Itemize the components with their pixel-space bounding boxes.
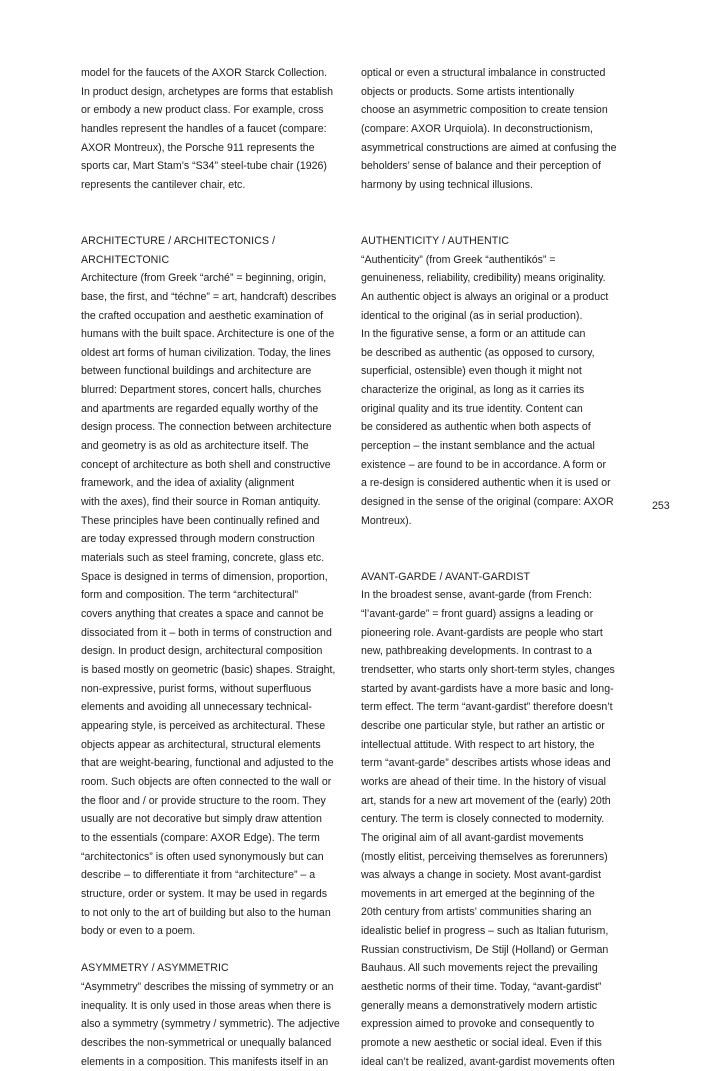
text-line: the crafted occupation and aesthetic examination of bbox=[81, 309, 324, 322]
left-column bbox=[81, 64, 353, 1071]
text-line: non-expressive, purist forms, without superfluous bbox=[81, 682, 312, 695]
text-line: describes the non-symmetrical or unequally balanced bbox=[81, 1037, 332, 1050]
text-line: blurred: Department stores, concert halls, churches bbox=[81, 384, 322, 397]
text-line: Montreux). bbox=[361, 514, 412, 527]
text-line: characterize the original, as long as it carries its bbox=[361, 384, 585, 397]
architecture-body bbox=[81, 269, 353, 941]
text-line: designed in the sense of the original (compare: AXOR bbox=[361, 496, 614, 509]
text-line: 20th century from artists’ communities sharing an bbox=[361, 906, 592, 919]
text-line: movements in art emerged at the beginning of the bbox=[361, 887, 595, 900]
text-line: “Asymmetry” describes the missing of symmetry or an bbox=[81, 981, 334, 994]
text-line: humans with the built space. Architecture is one of the bbox=[81, 328, 335, 341]
text-line: started by avant-gardists have a more basic and long- bbox=[361, 682, 614, 695]
avant-garde-body bbox=[361, 586, 633, 1071]
text-line: was always a change in society. Most avant-gardist bbox=[361, 869, 602, 882]
text-line: promote a new aesthetic or social ideal. Even if this bbox=[361, 1037, 602, 1050]
text-line: harmony by using technical illusions. bbox=[361, 178, 533, 191]
text-line: the floor and / or provide structure to the room. They bbox=[81, 794, 326, 807]
text-line: optical or even a structural imbalance in constructed bbox=[361, 67, 606, 79]
heading-line: AUTHENTICITY / AUTHENTIC bbox=[361, 234, 510, 247]
text-line: covers anything that creates a space and cannot be bbox=[81, 608, 324, 620]
text-line: materials such as steel framing, concrete, glass etc. bbox=[81, 552, 325, 565]
text-line: beholders’ sense of balance and their perception of bbox=[361, 160, 601, 173]
text-line: to not only to the art of building but also to the human bbox=[81, 906, 331, 919]
text-line: These principles have been continually refined and bbox=[81, 514, 320, 527]
authenticity-heading bbox=[361, 232, 633, 251]
text-line: and geometry is as old as architecture itself. The bbox=[81, 440, 309, 453]
text-line: In the figurative sense, a form or an attitude can bbox=[361, 328, 586, 341]
text-line: art, stands for a new art movement of the (early) 20th bbox=[361, 794, 611, 807]
text-line: handles represent the handles of a faucet (compare: bbox=[81, 122, 327, 135]
text-line: or embody a new product class. For example, cross bbox=[81, 104, 324, 117]
asymmetry-heading bbox=[81, 959, 353, 978]
text-line: usually are not decorative but simply draw attention bbox=[81, 813, 322, 826]
text-line: generally means a demonstratively modern artistic bbox=[361, 999, 598, 1012]
text-line: model for the faucets of the AXOR Starck Collection. bbox=[81, 67, 328, 79]
text-line: superficial, ostensible) even though it might not bbox=[361, 365, 582, 378]
text-line: elements in a composition. This manifests itself in an bbox=[81, 1055, 329, 1068]
text-line: works are ahead of their time. In the history of visual bbox=[361, 775, 606, 788]
text-line: Space is designed in terms of dimension, proportion, bbox=[81, 570, 328, 583]
text-line: The original aim of all avant-gardist movements bbox=[361, 831, 584, 844]
text-line: form and composition. The term “architectural” bbox=[81, 589, 299, 602]
right-column bbox=[361, 64, 633, 1071]
text-line: term “avant-garde” describes artists whose ideas and bbox=[361, 757, 611, 770]
text-line: ideal can’t be realized, avant-gardist movements often bbox=[361, 1055, 615, 1068]
authenticity-body bbox=[361, 251, 633, 531]
text-line: appearing style, is perceived as architectural. These bbox=[81, 719, 326, 732]
text-line: trendsetter, who starts only short-term styles, changes bbox=[361, 663, 615, 676]
text-line: dissociated from it – both in terms of construction and bbox=[81, 626, 332, 639]
text-line: objects or products. Some artists intentionally bbox=[361, 85, 575, 98]
text-line: AXOR Montreux), the Porsche 911 represents the bbox=[81, 141, 315, 154]
text-line: Russian constructivism, De Stijl (Holland) or German bbox=[361, 943, 609, 956]
text-line: design. In product design, architectural composition bbox=[81, 645, 323, 658]
intro-paragraph bbox=[81, 64, 353, 195]
heading-line: AVANT-GARDE / AVANT-GARDIST bbox=[361, 570, 531, 583]
text-line: that are weight-bearing, functional and adjusted to the bbox=[81, 757, 334, 770]
text-line: asymmetrical constructions are aimed at confusing the bbox=[361, 141, 617, 154]
text-line: are today expressed through modern construction bbox=[81, 533, 315, 546]
text-line: be considered as authentic when both aspects of bbox=[361, 421, 591, 434]
text-line: base, the first, and “téchne” = art, handcraft) describes bbox=[81, 290, 337, 303]
text-line: Architecture (from Greek “arché” = beginning, origin, bbox=[81, 272, 327, 285]
text-line: term effect. The term “avant-gardist” therefore doesn’t bbox=[361, 701, 613, 714]
text-line: existence – are found to be in accordance. A form or bbox=[361, 458, 606, 471]
text-line: sports car, Mart Stam’s “S34” steel-tube chair (1926) bbox=[81, 160, 327, 173]
text-line: elements and avoiding all unnecessary technical- bbox=[81, 701, 312, 714]
text-line: new, pathbreaking developments. In contrast to a bbox=[361, 645, 592, 658]
text-line: “architectonics” is often used synonymously but can bbox=[81, 850, 324, 863]
text-line: Bauhaus. All such movements reject the prevailing bbox=[361, 962, 598, 975]
text-line: “l’avant-garde” = front guard) assigns a leading or bbox=[361, 607, 594, 620]
text-line: and apartments are regarded equally worthy of the bbox=[81, 402, 319, 415]
text-line: perception – the instant semblance and the actual bbox=[361, 440, 595, 453]
text-line: to the essentials (compare: AXOR Edge). The term bbox=[81, 831, 320, 844]
text-line: pioneering role. Avant-gardists are people who start bbox=[361, 626, 603, 639]
text-line: (mostly elitist, perceiving themselves as forerunners) bbox=[361, 850, 608, 863]
text-line: inequality. It is only used in those areas when there is bbox=[81, 999, 332, 1012]
text-line: aesthetic norms of their time. Today, “avant-gardist” bbox=[361, 981, 602, 994]
heading-line: ASYMMETRY / ASYMMETRIC bbox=[81, 962, 229, 975]
text-line: design process. The connection between architecture bbox=[81, 421, 332, 434]
architecture-heading bbox=[81, 232, 353, 269]
asymmetry-continued bbox=[361, 64, 633, 195]
text-line: idealistic belief in progress – such as Italian futurism, bbox=[361, 925, 609, 938]
text-line: structure, order or system. It may be used in regards bbox=[81, 887, 328, 900]
text-line: choose an asymmetric composition to create tension bbox=[361, 104, 608, 117]
text-line: be described as authentic (as opposed to cursory, bbox=[361, 346, 595, 359]
text-line: “Authenticity” (from Greek “authentikós” = bbox=[361, 253, 556, 266]
text-line: concept of architecture as both shell and constructive bbox=[81, 458, 331, 471]
text-line: oldest art forms of human civilization. Today, the lines bbox=[81, 346, 331, 359]
text-line: expression aimed to provoke and consequently to bbox=[361, 1018, 595, 1031]
text-line: framework, and the idea of axiality (alignment bbox=[81, 477, 295, 490]
asymmetry-body bbox=[81, 978, 353, 1071]
text-line: original quality and its true identity. Content can bbox=[361, 402, 583, 415]
heading-line: ARCHITECTONIC bbox=[81, 253, 170, 266]
text-line: with the axes), find their source in Roman antiquity. bbox=[81, 496, 321, 509]
text-line: is based mostly on geometric (basic) shapes. Straight, bbox=[81, 663, 336, 676]
text-line: body or even to a poem. bbox=[81, 925, 196, 938]
page-number: 253 bbox=[652, 500, 670, 512]
text-line: between functional buildings and architecture are bbox=[81, 365, 312, 378]
text-line: describe one particular style, but rather an artistic or bbox=[361, 719, 605, 732]
text-line: An authentic object is always an original or a product bbox=[361, 290, 609, 303]
text-line: describe – to differentiate it from “architecture” – a bbox=[81, 869, 316, 882]
text-line: genuineness, reliability, credibility) means originality. bbox=[361, 272, 606, 285]
text-line: also a symmetry (symmetry / symmetric). The adjective bbox=[81, 1018, 340, 1031]
text-line: room. Such objects are often connected to the wall or bbox=[81, 775, 332, 788]
text-line: In product design, archetypes are forms that establish bbox=[81, 85, 334, 98]
text-line: represents the cantilever chair, etc. bbox=[81, 178, 246, 191]
avant-garde-heading bbox=[361, 568, 633, 587]
text-line: a re-design is considered authentic when it is used or bbox=[361, 477, 611, 490]
text-line: (compare: AXOR Urquiola). In deconstructionism, bbox=[361, 122, 593, 135]
heading-line: ARCHITECTURE / ARCHITECTONICS / bbox=[81, 234, 276, 247]
text-line: century. The term is closely connected to modernity. bbox=[361, 813, 605, 826]
text-line: In the broadest sense, avant-garde (from French: bbox=[361, 589, 592, 602]
text-line: objects appear as architectural, structural elements bbox=[81, 738, 321, 751]
text-line: intellectual attitude. With respect to art history, the bbox=[361, 738, 595, 751]
text-line: identical to the original (as in serial production). bbox=[361, 309, 583, 322]
